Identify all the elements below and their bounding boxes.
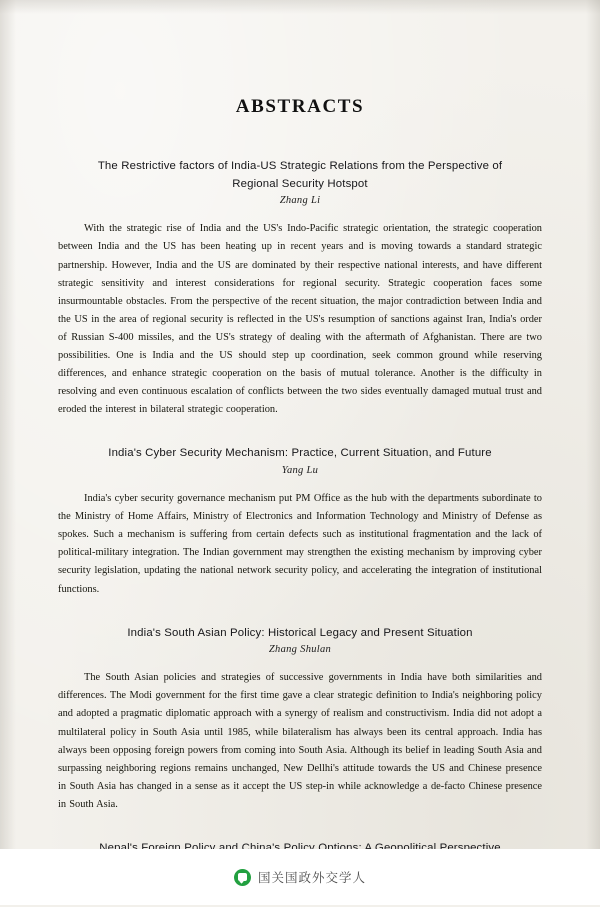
abstract-entry-3 [58,625,542,814]
article-author: Zhang Li [279,195,321,207]
page-title: ABSTRACTS [235,96,365,117]
watermark-label: 国关国政外交学人 [257,871,366,885]
article-title: The Restrictive factors of India-US Strategic Relations from the Perspective of Regional Security Hotspot [97,160,503,190]
article-abstract-body: With the strategic rise of India and the US's Indo-Pacific strategic orientation, the strategic cooperation between India and the US has been heating up in recent years and is moving towards a standard strategic partnership. However, India and the US are dominated by their respective national interests, and have different strategic sensitivity and interest considerations for regional security. Strategic cooperation faces some insurmountable obstacles. From the perspective of the recent situation, the major contradiction between India and the US in the area of regional security is reflected in the US's resumption of sanctions against Iran, India's order of Russian S-400 missiles, and the US's strategy of dealing with the aftermath of Afghanistan. There are two possibilities. One is India and the US should step up coordination, seek common ground while reserving differences, and enhance strategic cooperation on the basis of mutual tolerance. Another is the difficulty in resolving and even continuous escalation of conflicts between the two sides eventually damaged mutual trust and eroded the interest in bilateral strategic cooperation. [58,223,542,416]
article-author: Zhang Shulan [268,644,332,656]
wechat-badge-icon [234,869,251,886]
article-title: India's South Asian Policy: Historical Legacy and Present Situation [127,626,473,639]
article-title: India's Cyber Security Mechanism: Practice, Current Situation, and Future [108,447,492,460]
watermark-content [234,868,366,886]
page-content [58,96,542,907]
abstract-entry-2 [58,445,542,598]
watermark-bar [0,849,600,905]
abstract-entry-1 [58,158,542,419]
page-edge-shadow-left [0,0,16,905]
page-edge-shadow-right [586,0,600,905]
article-abstract-body: The South Asian policies and strategies of successive governments in India have both similarities and differences. The Modi government for the first time gave a clear strategic definition to India's neighboring policy and adopted a pragmatic diplomatic approach with a synergy of realism and constructivism. India did not adopt a multilateral policy in South Asia until 1985, while bilateralism has always been its central approach. India has always been opposing foreign powers from coming into South Asia. Although its belief in leading South Asia and surpassing neighboring regions remains unchanged, New Dellhi's attitude towards the US and Chinese presence in South Asia has changed in a sense as it accept the US step-in while acknowledge a de-facto Chinese presence in South Asia. [58,672,542,810]
article-author: Yang Lu [281,465,319,477]
article-abstract-body: India's cyber security governance mechanism put PM Office as the hub with the departments subordinate to the Ministry of Home Affairs, Ministry of Electronics and Information Technology and Ministry of Defense as spokes. Such a mechanism is suffering from certain defects such as institutional fragmentation and the lack of political-military integration. The Indian government may strengthen the existing mechanism by improving cyber security legislation, updating the national network security policy, and accelerating the integration of institutional functions. [58,493,542,595]
page-edge-shadow-top [0,0,600,14]
